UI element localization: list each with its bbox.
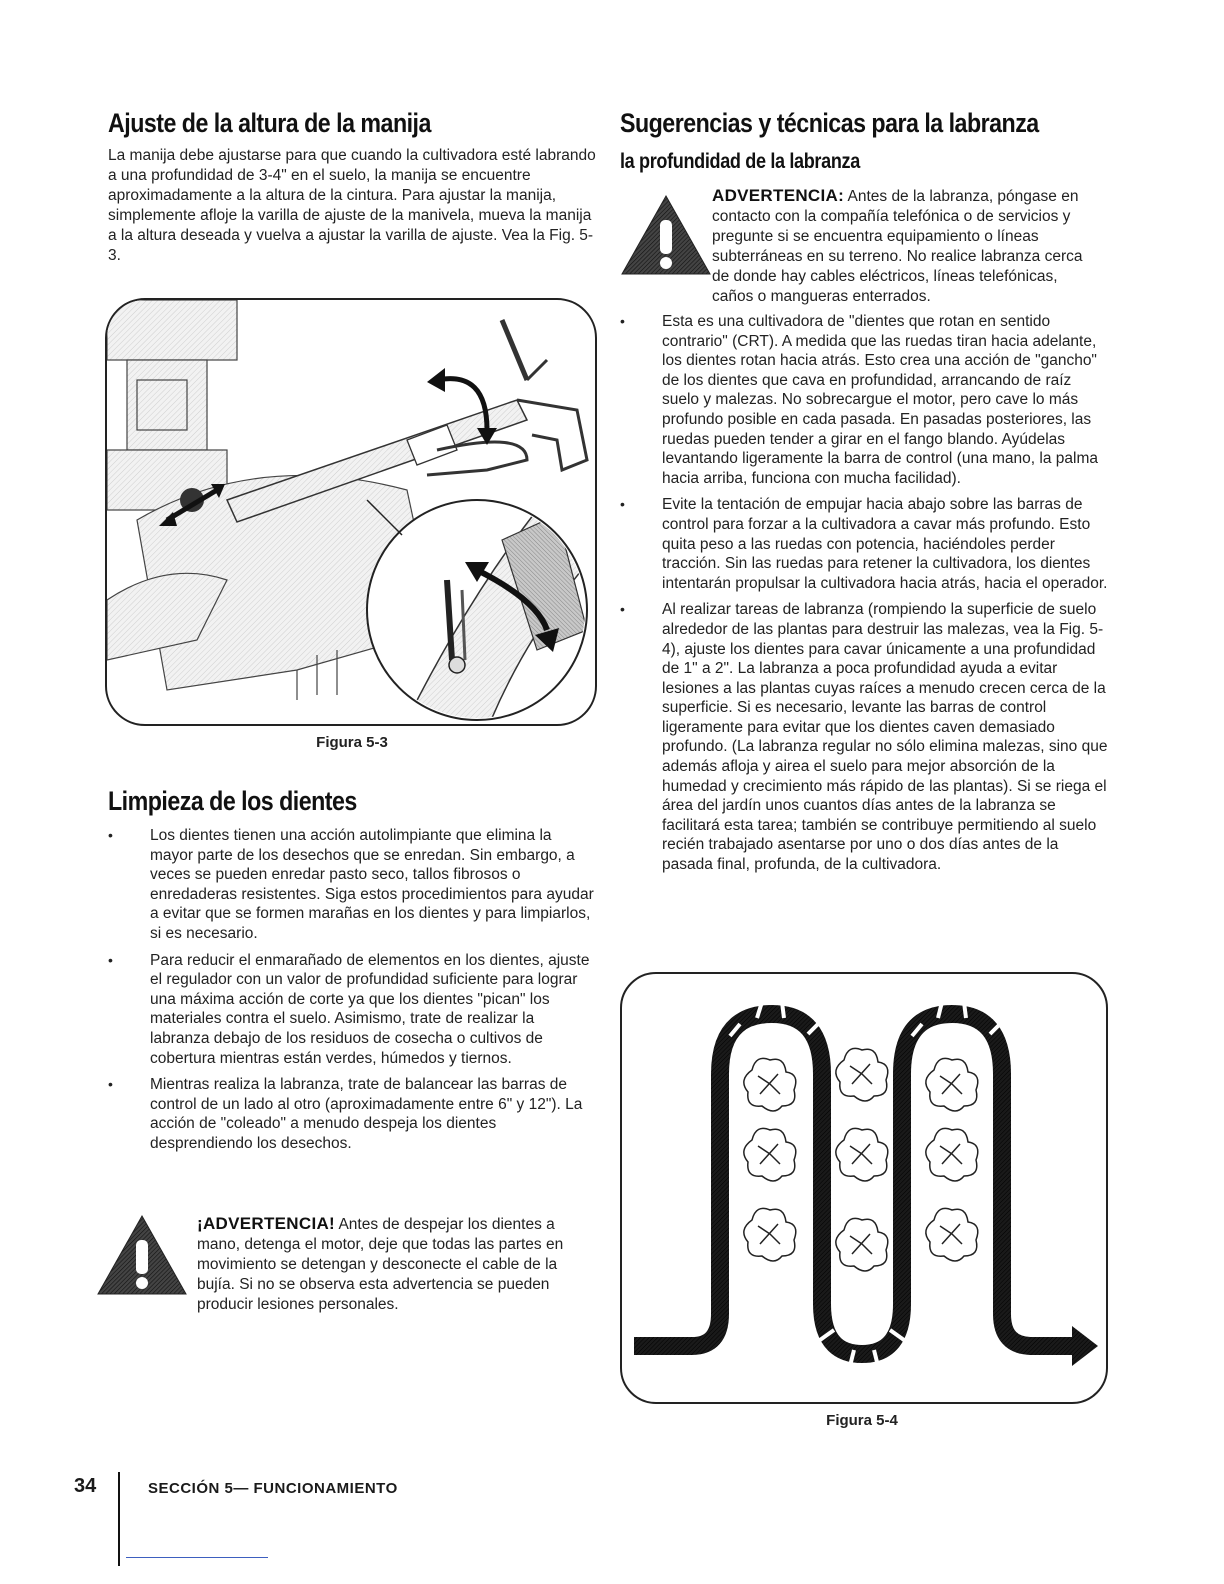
tilling-tips-list [620, 312, 1108, 882]
figure-5-4-caption: Figura 5-4 [826, 1412, 898, 1429]
handle-height-paragraph: La manija debe ajustarse para que cuando la cultivadora esté labrando a una profundidad de 3-4" en el suelo, la manija se encuentre aproximadamente a la altura de la cintura. Para ajustar la manija, simplemente afloje la varilla de ajuste de la manivela, mueva la manija a la altura deseada y vuelva a ajustar la varilla de ajuste. Vea la Fig. 5-3. [108, 147, 596, 264]
footer-divider [118, 1472, 120, 1566]
figure-5-4 [620, 972, 1108, 1404]
warning-triangle-icon [620, 194, 712, 276]
subheading-tilling-depth: la profundidad de la labranza [620, 150, 860, 173]
figure-5-3-caption: Figura 5-3 [316, 734, 388, 751]
tiller-handle-illustration [107, 300, 595, 724]
page-number: 34 [74, 1475, 97, 1497]
warning-label: ¡ADVERTENCIA! [197, 1214, 336, 1233]
heading-tilling-tips: Sugerencias y técnicas para la labranza [620, 108, 1039, 138]
section-title: SECCIÓN 5— FUNCIONAMIENTO [148, 1480, 398, 1497]
list-item: • Los dientes tienen una acción autolimpiante que elimina la mayor parte de los desechos que se enredan. Sin embargo, a veces se pueden enredar pasto seco, tallos fibrosos o enredaderas resistentes. Siga estos procedimientos para ayudar a evitar que se formen marañas en los dientes y para limpiarlos, si es necesario. [108, 827, 594, 942]
warning-text: ADVERTENCIA: Antes de la labranza, póngase en contacto con la compañía telefónica o de servicios y pregunte si se encuentra equipamiento o líneas subterráneas en su terreno. No realice labranza cerca de donde hay cables eléctricos, líneas telefónicas, caños o mangueras enterrados. [712, 186, 1083, 305]
warning-text: ¡ADVERTENCIA! Antes de despejar los dientes a mano, detenga el motor, deje que todas las partes en movimiento se detengan y desconecte el cable de la bujía. Si no se observa esta advertencia se pueden producir lesiones personales. [197, 1214, 564, 1313]
heading-tine-cleaning: Limpieza de los dientes [108, 786, 357, 816]
list-item: • Para reducir el enmarañado de elementos en los dientes, ajuste el regulador con un valor de profundidad suficiente para lograr una máxima acción de corte ya que los dientes "pican" los materiales contra el suelo. Asimismo, trate de realizar la labranza debajo de los residuos de cosecha o cultivos de cobertura mientras están verdes, húmedos y tiernos. [108, 951, 590, 1067]
warning-triangle-icon [96, 1214, 188, 1296]
figure-5-3 [105, 298, 597, 726]
list-item: • Evite la tentación de empujar hacia abajo sobre las barras de control para forzar a la cultivadora a cavar más profundo. Esto quita peso a las ruedas con potencia, haciéndoles perder tracción. Sin las ruedas para retener la cultivadora, los dientes intentarán propulsar la cultivadora hacia atrás, hacia el operador. [620, 496, 1108, 592]
tine-cleaning-list [108, 826, 596, 1161]
list-item: • Esta es una cultivadora de "dientes que rotan en sentido contrario" (CRT). A medida que las ruedas tiran hacia adelante, los dientes rotan hacia atrás. Esto crea una acción de "gancho" de los dientes que cava en profundidad, arrancando de raíz suelo y malezas. No sobrecargue el motor, pero cave lo más profundo posible en cada pasada. En pasadas posteriores, las ruedas pueden tender a girar en el fango blando. Ayúdelas levantando ligeramente la barra de control (una mano, la palma hacia arriba, funciona con mucha facilidad). [620, 313, 1098, 487]
list-item: • Al realizar tareas de labranza (rompiendo la superficie de suelo alrededor de las plantas para destruir las malezas, vea la Fig. 5-4), ajuste los dientes para cavar únicamente a una profundidad de 1" a 2". La labranza a poca profundidad ayuda a evitar lesiones a las plantas cuyas raíces a menudo crecen cerca de la superficie. Si es necesario, levante las barras de control ligeramente para evitar que los dientes caven demasiado profundo. (La labranza regular no sólo elimina malezas, sino que además afloja y airea el suelo para mejor absorción de la humedad y crecimiento más rápido de las plantas). Si se riega el área del jardín unos cuantos días antes de la labranza se facilitará esta tarea; también se contribuye permitiendo al suelo recién trabajado asentarse por uno o dos días antes de la pasada final, profunda, de la cultivadora. [620, 601, 1108, 874]
footer-underline [126, 1557, 268, 1558]
list-item: • Mientras realiza la labranza, trate de balancear las barras de control de un lado al otro (aproximadamente entre 6" y 12"). La acción de "coleado" a menudo despeja los dientes desprendiendo los desechos. [108, 1076, 583, 1152]
warning-underground-lines [620, 186, 1108, 306]
tilling-path-diagram [622, 974, 1106, 1402]
heading-handle-height: Ajuste de la altura de la manija [108, 108, 431, 138]
warning-label: ADVERTENCIA: [712, 186, 845, 205]
warning-tine-cleaning [96, 1214, 596, 1324]
